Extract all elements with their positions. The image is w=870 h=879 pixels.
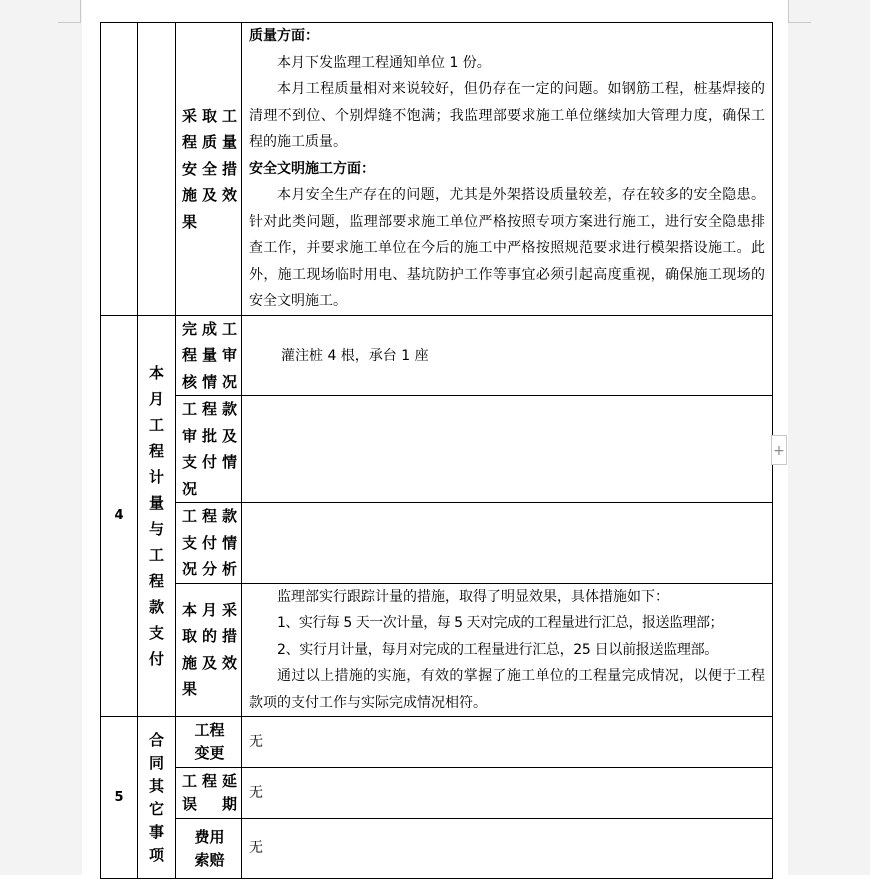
measures-item-1: 1、实行每 5 天一次计量，每 5 天对完成的工程量进行汇总，报送监理部； bbox=[277, 615, 724, 631]
right-page-gutter bbox=[788, 0, 870, 875]
quantity-review-content: 灌注桩 4 根，承台 1 座 bbox=[242, 315, 773, 396]
payment-analysis-content bbox=[242, 503, 773, 584]
measures-label: 本月采取的措施及效果 bbox=[176, 583, 242, 717]
payment-approval-label: 工程款审批及支付情况 bbox=[176, 396, 242, 503]
claim-label: 费用索赔 bbox=[176, 819, 242, 879]
quality-description: 本月工程质量相对来说较好，但仍存在一定的问题。如钢筋工程，桩基焊接的清理不到位、个别焊缝不饱满；我监理部要求施工单位继续加大管理力度，确保工程的施工质量。 bbox=[249, 81, 765, 150]
quality-safety-content bbox=[242, 23, 773, 316]
table-row bbox=[101, 396, 773, 503]
section4-category: 本月工程计量与工程款支付 bbox=[138, 315, 176, 717]
section5-number: 5 bbox=[101, 717, 138, 879]
left-page-gutter bbox=[0, 0, 82, 875]
page-corner-mark-left bbox=[58, 0, 81, 23]
payment-analysis-label: 工程款支付情况分析 bbox=[176, 503, 242, 584]
change-content: 无 bbox=[242, 717, 773, 768]
supervision-report-table bbox=[100, 22, 773, 879]
safety-heading: 安全文明施工方面： bbox=[249, 160, 375, 177]
section4-number: 4 bbox=[101, 315, 138, 717]
measures-conclusion: 通过以上措施的实施，有效的掌握了施工单位的工程量完成情况，以便于工程款项的支付工作与实际完成情况相符。 bbox=[249, 668, 765, 711]
quality-notice-count: 本月下发监理工程通知单位 1 份。 bbox=[277, 54, 491, 71]
measures-intro: 监理部实行跟踪计量的措施，取得了明显效果，具体措施如下： bbox=[277, 588, 669, 605]
section3-category-cell bbox=[138, 23, 176, 316]
claim-content: 无 bbox=[242, 819, 773, 879]
quantity-review-label: 完成工程量审核情况 bbox=[176, 315, 242, 396]
section3-number-cell bbox=[101, 23, 138, 316]
document-page bbox=[82, 0, 788, 875]
section5-category: 合同其它事项 bbox=[138, 717, 176, 879]
measures-item-2: 2、实行月计量，每月对完成的工程量进行汇总，25 日以前报送监理部。 bbox=[277, 641, 718, 658]
quality-heading: 质量方面： bbox=[249, 28, 319, 44]
table-row bbox=[101, 583, 773, 717]
table-row bbox=[101, 315, 773, 396]
add-icon[interactable]: + bbox=[771, 435, 787, 465]
quality-safety-label: 采取工程质量安全措施及效果 bbox=[176, 23, 242, 316]
change-label: 工程变更 bbox=[176, 717, 242, 768]
table-row bbox=[101, 717, 773, 768]
table-row bbox=[101, 768, 773, 819]
delay-label: 工程延误期 bbox=[176, 768, 242, 819]
delay-content: 无 bbox=[242, 768, 773, 819]
safety-description: 本月安全生产存在的问题，尤其是外架搭设质量较差，存在较多的安全隐患。针对此类问题，监理部要求施工单位严格按照专项方案进行施工，进行安全隐患排查工作，并要求施工单位在今后的施工中严格按照规范要求进行模架搭设施工。此外，施工现场临时用电、基坑防护工作等事宜必须引起高度重视，确保施工现场的安全文明施工。 bbox=[249, 187, 765, 309]
quality-safety-row bbox=[101, 23, 773, 316]
measures-content bbox=[242, 583, 773, 717]
page-corner-mark-right bbox=[788, 0, 811, 23]
table-row bbox=[101, 819, 773, 879]
table-row bbox=[101, 503, 773, 584]
payment-approval-content bbox=[242, 396, 773, 503]
